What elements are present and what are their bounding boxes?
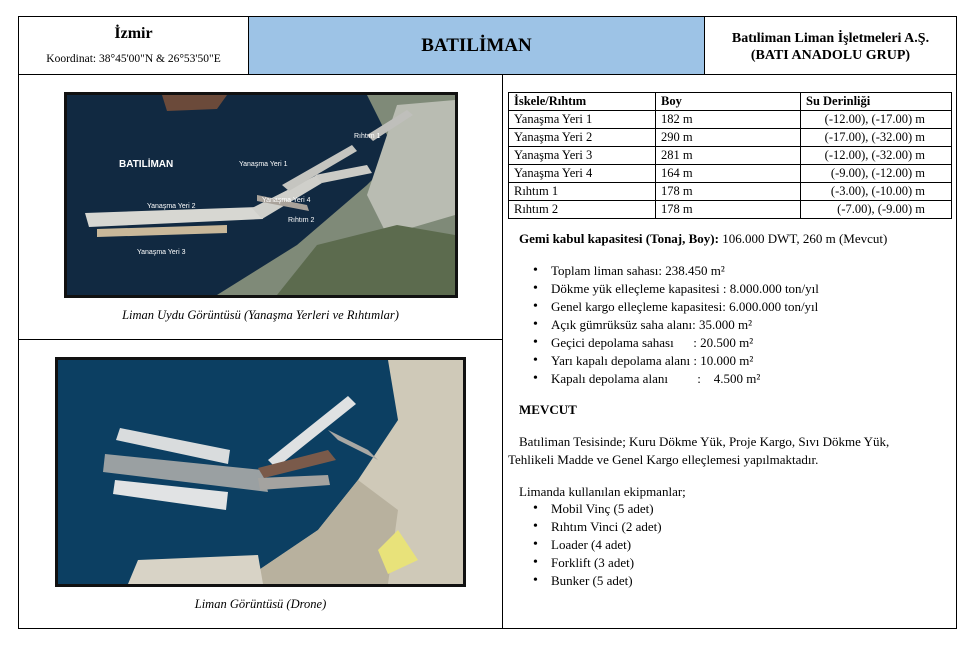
list-item: • Loader (4 adet) xyxy=(519,536,919,554)
table-row xyxy=(509,183,952,201)
table-header-row xyxy=(509,93,952,111)
capacity-value: 106.000 DWT, 260 m (Mevcut) xyxy=(718,231,888,246)
berth-depth: (-12.00), (-17.00) m xyxy=(801,111,952,129)
berth-length: 178 m xyxy=(656,201,801,219)
page-title: BATILİMAN xyxy=(248,16,705,75)
table-row xyxy=(509,165,952,183)
mevcut-heading: MEVCUT xyxy=(519,402,577,417)
berth-depth: (-7.00), (-9.00) m xyxy=(801,201,952,219)
coordinates: Koordinat: 38°45'00"N & 26°53'50"E xyxy=(46,53,221,65)
panel-divider xyxy=(18,339,503,340)
berth-depth: (-3.00), (-10.00) m xyxy=(801,183,952,201)
berth-name: Rıhtım 1 xyxy=(509,183,656,201)
berth-length: 164 m xyxy=(656,165,801,183)
table-row xyxy=(509,147,952,165)
list-item: • Kapalı depolama alanı : 4.500 m² xyxy=(519,370,949,388)
berth-depth: (-9.00), (-12.00) m xyxy=(801,165,952,183)
map-label-port: BATILİMAN xyxy=(119,159,174,170)
operator-name: Batıliman Liman İşletmeleri A.Ş. xyxy=(731,31,930,46)
map-label-rihtim2: Rıhtım 2 xyxy=(288,217,315,224)
berth-length: 182 m xyxy=(656,111,801,129)
map-label-yanasma4: Yanaşma Yeri 4 xyxy=(262,197,311,204)
berth-depth: (-17.00), (-32.00) m xyxy=(801,129,952,147)
berth-table xyxy=(508,92,952,219)
list-item: • Forklift (3 adet) xyxy=(519,554,919,572)
berth-depth: (-12.00), (-32.00) m xyxy=(801,147,952,165)
stats-list xyxy=(519,262,949,388)
table-row xyxy=(509,111,952,129)
header-operator xyxy=(704,16,957,75)
berth-length: 178 m xyxy=(656,183,801,201)
list-item: • Bunker (5 adet) xyxy=(519,572,919,590)
map-label-yanasma3: Yanaşma Yeri 3 xyxy=(137,249,186,256)
capacity-line xyxy=(519,231,949,247)
header-location xyxy=(18,16,249,75)
drone-caption: Liman Görüntüsü (Drone) xyxy=(194,597,327,611)
table-row xyxy=(509,201,952,219)
operator-group: (BATI ANADOLU GRUP) xyxy=(750,48,911,63)
satellite-image xyxy=(64,92,458,298)
col-header-berth: İskele/Rıhtım xyxy=(509,93,656,111)
berth-name: Rıhtım 2 xyxy=(509,201,656,219)
list-item: • Mobil Vinç (5 adet) xyxy=(519,500,919,518)
berth-name: Yanaşma Yeri 1 xyxy=(509,111,656,129)
list-item: • Yarı kapalı depolama alanı : 10.000 m² xyxy=(519,352,949,370)
equipment-list xyxy=(519,500,919,590)
col-header-length: Boy xyxy=(656,93,801,111)
list-item: • Genel kargo elleçleme kapasitesi: 6.000.000 ton/yıl xyxy=(519,298,949,316)
col-header-depth: Su Derinliği xyxy=(801,93,952,111)
berth-name: Yanaşma Yeri 4 xyxy=(509,165,656,183)
list-item: • Toplam liman sahası: 238.450 m² xyxy=(519,262,949,280)
equipment-intro: Limanda kullanılan ekipmanlar; xyxy=(519,484,686,499)
list-item: • Açık gümrüksüz saha alanı: 35.000 m² xyxy=(519,316,949,334)
list-item: • Rıhtım Vinci (2 adet) xyxy=(519,518,919,536)
list-item: • Geçici depolama sahası : 20.500 m² xyxy=(519,334,949,352)
table-row xyxy=(509,129,952,147)
drone-image xyxy=(55,357,466,587)
berth-length: 290 m xyxy=(656,129,801,147)
map-label-rihtim1: Rıhtım 1 xyxy=(354,133,381,140)
capacity-label: Gemi kabul kapasitesi (Tonaj, Boy): xyxy=(519,231,719,246)
list-item: • Dökme yük elleçleme kapasitesi : 8.000.000 ton/yıl xyxy=(519,280,949,298)
mevcut-paragraph-line2: Tehlikeli Madde ve Genel Kargo elleçlemesi yapılmaktadır. xyxy=(508,452,819,467)
city-name: İzmir xyxy=(114,25,153,42)
mevcut-paragraph-line1: Batıliman Tesisinde; Kuru Dökme Yük, Proje Kargo, Sıvı Dökme Yük, xyxy=(519,434,890,449)
berth-length: 281 m xyxy=(656,147,801,165)
berth-name: Yanaşma Yeri 3 xyxy=(509,147,656,165)
map-label-yanasma2: Yanaşma Yeri 2 xyxy=(147,203,196,210)
berth-name: Yanaşma Yeri 2 xyxy=(509,129,656,147)
satellite-caption: Liman Uydu Görüntüsü (Yanaşma Yerleri ve Rıhtımlar) xyxy=(122,308,399,322)
map-label-yanasma1: Yanaşma Yeri 1 xyxy=(239,161,288,168)
